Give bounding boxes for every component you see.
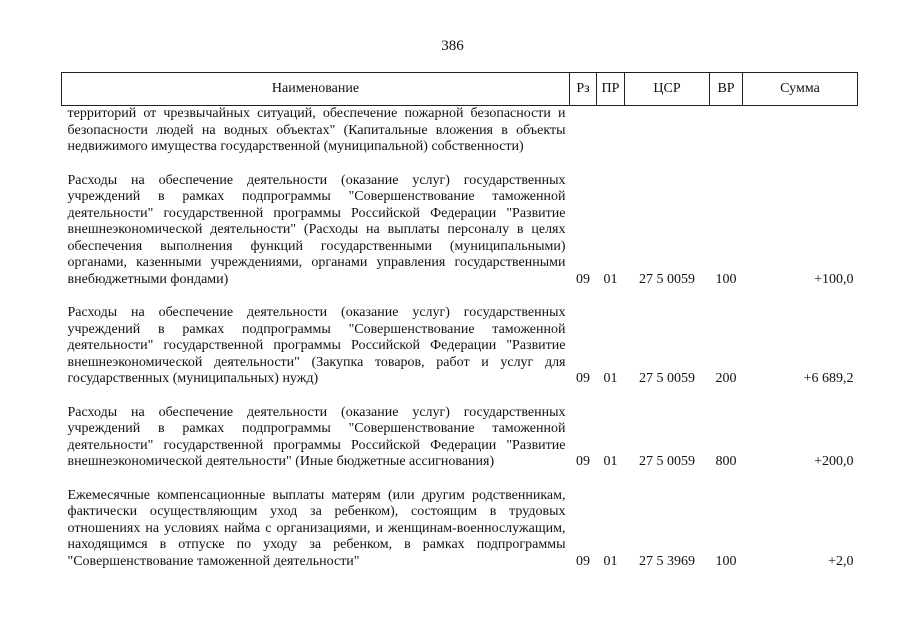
row-rz: [570, 106, 597, 157]
table-row: [62, 305, 858, 389]
header-sum: Сумма: [743, 73, 858, 106]
header-vr: ВР: [710, 73, 743, 106]
table-row: [62, 173, 858, 290]
table-row: [62, 488, 858, 572]
row-sum: [743, 106, 858, 157]
row-spacer: [62, 389, 858, 405]
row-rz: 09: [576, 271, 590, 287]
row-name: территорий от чрезвычайных ситуаций, обеспечение пожарной безопасности и безопасности людей на водных объектах" (Капитальные вложения в объекты недвижимого имущества государственной (муниципальной) собственности): [67, 106, 566, 154]
table-row: [62, 405, 858, 472]
row-csr: [625, 106, 710, 157]
row-name: Расходы на обеспечение деятельности (оказание услуг) государственных учреждений в рамках подпрограммы "Совершенствование таможенной деятельности" государственной программы Российской Федерации "Развитие внешнеэкономической деятельности" (Расходы на выплаты персоналу в целях обеспечения выполнения функций государственными (муниципальными) органами, казенными учреждениями, органами управления государственными внебюджетными фондами): [67, 172, 566, 287]
row-rz: 09: [576, 454, 590, 469]
row-spacer: [62, 157, 858, 173]
row-rz: 09: [576, 371, 590, 386]
row-pr: 01: [603, 454, 618, 469]
row-spacer: [62, 472, 858, 488]
row-name: Расходы на обеспечение деятельности (оказание услуг) государственных учреждений в рамках подпрограммы "Совершенствование таможенной деятельности" государственной программы Российской Федерации "Развитие внешнеэкономической деятельности" (Закупка товаров, работ и услуг для государственных (муниципальных) нужд): [67, 305, 566, 386]
page-number: 386: [441, 38, 464, 54]
row-pr: [597, 106, 625, 157]
table-row: [62, 106, 858, 157]
row-csr: 27 5 0059: [639, 454, 695, 469]
row-vr: 800: [715, 454, 737, 469]
row-sum: +6 689,2: [803, 371, 854, 386]
row-vr: 200: [715, 371, 737, 386]
row-sum: +200,0: [814, 454, 854, 469]
row-csr: 27 5 0059: [639, 371, 695, 386]
row-pr: 01: [603, 371, 618, 386]
header-rz: Рз: [570, 73, 597, 106]
budget-table: [61, 72, 858, 571]
row-csr: 27 5 3969: [639, 553, 695, 569]
row-pr: 01: [603, 271, 618, 287]
row-sum: +100,0: [814, 271, 854, 287]
table-header-row: [62, 73, 858, 106]
header-csr: ЦСР: [625, 73, 710, 106]
row-vr: 100: [715, 271, 737, 287]
row-spacer: [62, 289, 858, 305]
header-pr: ПР: [597, 73, 625, 106]
row-sum: +2,0: [828, 553, 854, 569]
row-pr: 01: [603, 553, 618, 569]
row-vr: [710, 106, 743, 157]
row-name: Ежемесячные компенсационные выплаты матерям (или другим родственникам, фактически осуществляющим уход за ребенком), состоящим в трудовых отношениях на условиях найма с организациями, и женщинам-военнослужащим, находящимся в отпуске по уходу за ребенком, в рамках подпрограммы "Совершенствование таможенной деятельности": [67, 487, 566, 569]
row-name: Расходы на обеспечение деятельности (оказание услуг) государственных учреждений в рамках подпрограммы "Совершенствование таможенной деятельности" государственной программы Российской Федерации "Развитие внешнеэкономической деятельности" (Иные бюджетные ассигнования): [67, 404, 566, 469]
header-name: Наименование: [62, 73, 570, 106]
row-csr: 27 5 0059: [639, 271, 695, 287]
row-vr: 100: [715, 553, 737, 569]
row-rz: 09: [576, 553, 590, 569]
